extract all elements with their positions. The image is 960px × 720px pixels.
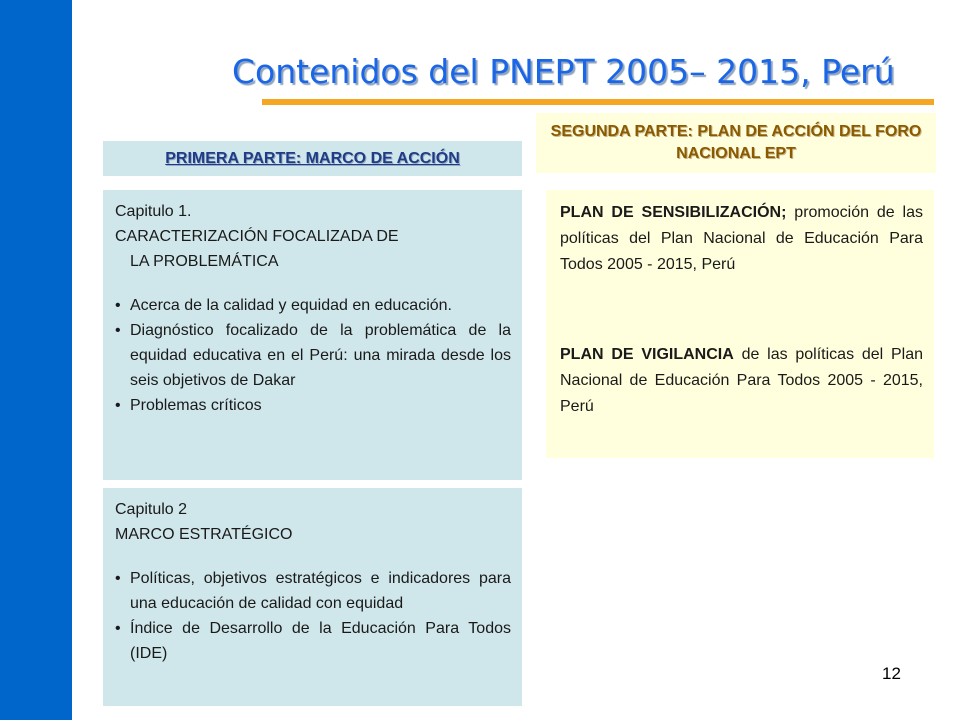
chapter1-bullet2: Diagnóstico focalizado de la problemática de la equidad educativa en el Perú: una mirada desde los seis objetivos de Dakar bbox=[130, 322, 511, 389]
part2-header-text: SEGUNDA PARTE: PLAN DE ACCIÓN DEL FORO NACIONAL EPT bbox=[550, 123, 922, 162]
left-sidebar-stripe bbox=[0, 0, 72, 720]
chapter2-bullet1: Políticas, objetivos estratégicos e indicadores para una educación de calidad con equidad bbox=[130, 570, 511, 612]
plan1-title: PLAN DE SENSIBILIZACIÓN; bbox=[560, 204, 787, 221]
title-underline bbox=[262, 99, 934, 105]
list-item: • Índice de Desarrollo de la Educación Para Todos (IDE) bbox=[115, 616, 511, 666]
list-item: • Diagnóstico focalizado de la problemática de la equidad educativa en el Perú: una mirada desde los seis objetivos de Dakar bbox=[115, 318, 511, 393]
chapter2-box bbox=[103, 488, 522, 706]
part1-header bbox=[103, 141, 522, 176]
plans-box bbox=[546, 190, 934, 458]
plan1-paragraph bbox=[560, 200, 923, 278]
chapter2-heading: MARCO ESTRATÉGICO bbox=[115, 526, 293, 543]
chapter1-label: Capitulo 1. bbox=[115, 203, 192, 220]
slide-title: Contenidos del PNEPT 2005– 2015, Perú bbox=[232, 52, 895, 91]
chapter1-heading-line2: LA PROBLEMÁTICA bbox=[130, 253, 279, 270]
chapter1-bullet3: Problemas críticos bbox=[130, 397, 262, 414]
list-item: • Problemas críticos bbox=[115, 393, 511, 418]
plan1-body: promoción de las políticas del Plan Nacional de Educación Para Todos 2005 - 2015, Perú bbox=[560, 204, 923, 273]
part1-header-text: PRIMERA PARTE: MARCO DE ACCIÓN bbox=[165, 149, 460, 167]
chapter1-box bbox=[103, 190, 522, 480]
list-item: • Políticas, objetivos estratégicos e indicadores para una educación de calidad con equidad bbox=[115, 566, 511, 616]
plan2-title: PLAN DE VIGILANCIA bbox=[560, 346, 734, 363]
chapter2-label: Capitulo 2 bbox=[115, 501, 188, 518]
chapter2-bullet2: Índice de Desarrollo de la Educación Para Todos (IDE) bbox=[130, 620, 511, 662]
part2-header bbox=[536, 113, 936, 173]
plan2-paragraph bbox=[560, 342, 923, 420]
chapter1-bullet1: Acerca de la calidad y equidad en educación. bbox=[130, 297, 452, 314]
list-item: • Acerca de la calidad y equidad en educación. bbox=[115, 293, 511, 318]
chapter1-heading-line1: CARACTERIZACIÓN FOCALIZADA DE bbox=[115, 228, 399, 245]
page-number: 12 bbox=[882, 664, 901, 683]
plan2-body: de las políticas del Plan Nacional de Educación Para Todos 2005 - 2015, Perú bbox=[560, 346, 924, 415]
